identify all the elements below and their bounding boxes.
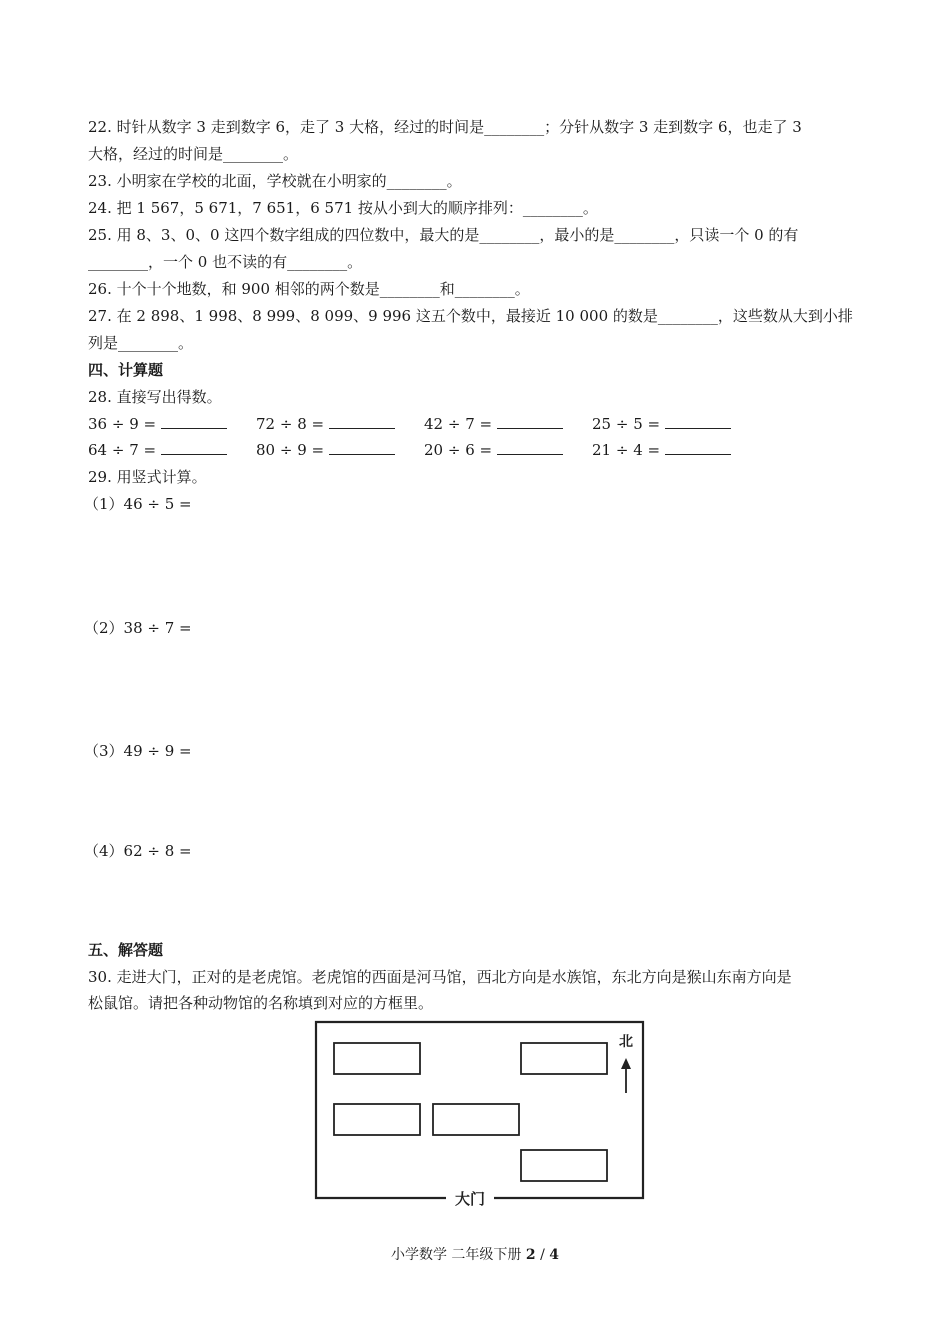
vertical-calc-3: （3）49 ÷ 9 = — [84, 742, 192, 760]
north-arrowhead-icon — [621, 1058, 631, 1069]
box-northeast — [521, 1043, 607, 1074]
section-4-heading: 四、计算题 — [88, 361, 164, 379]
calc-expression: 80 ÷ 9 = — [256, 441, 325, 459]
calc-expression: 42 ÷ 7 = — [424, 415, 493, 433]
question-30-line-2: 松鼠馆。请把各种动物馆的名称填到对应的方框里。 — [88, 994, 434, 1012]
question-28-title: 28. 直接写出得数。 — [88, 388, 222, 406]
calc-item — [592, 414, 731, 434]
answer-blank[interactable] — [329, 414, 395, 429]
question-22-line-1: 22. 时针从数字 3 走到数字 6，走了 3 大格，经过的时间是________；分针从数字 3 走到数字 6，也走了 3 — [88, 118, 802, 136]
vertical-calc-4: （4）62 ÷ 8 = — [84, 842, 192, 860]
calc-expression: 72 ÷ 8 = — [256, 415, 325, 433]
calc-item — [256, 440, 395, 460]
gate-label: 大门 — [454, 1190, 486, 1208]
question-27-line-2: 列是________。 — [88, 334, 194, 352]
answer-blank[interactable] — [665, 414, 731, 429]
vertical-calc-1: （1）46 ÷ 5 = — [84, 495, 192, 513]
calc-expression: 64 ÷ 7 = — [88, 441, 157, 459]
answer-blank[interactable] — [497, 414, 563, 429]
answer-blank[interactable] — [497, 440, 563, 455]
question-26: 26. 十个十个地数，和 900 相邻的两个数是________和________。 — [88, 280, 530, 298]
map-border — [316, 1022, 643, 1198]
answer-blank[interactable] — [329, 440, 395, 455]
calc-expression: 20 ÷ 6 = — [424, 441, 493, 459]
calc-item — [424, 414, 563, 434]
calc-item — [88, 414, 227, 434]
calc-item — [88, 440, 227, 460]
question-27-line-1: 27. 在 2 898、1 998、8 999、8 099、9 996 这五个数中，最接近 10 000 的数是________，这些数从大到小排 — [88, 307, 853, 325]
question-22-line-2: 大格，经过的时间是________。 — [88, 145, 299, 163]
box-center — [433, 1104, 519, 1135]
answer-blank[interactable] — [161, 414, 227, 429]
question-25-line-2: ________，一个 0 也不读的有________。 — [88, 253, 363, 271]
question-24: 24. 把 1 567，5 671，7 651，6 571 按从小到大的顺序排列：________。 — [88, 199, 598, 217]
box-west — [334, 1104, 420, 1135]
footer-page-total: 4 — [549, 1247, 560, 1263]
vertical-calc-2: （2）38 ÷ 7 = — [84, 619, 192, 637]
calc-expression: 25 ÷ 5 = — [592, 415, 661, 433]
question-30-line-1: 30. 走进大门，正对的是老虎馆。老虎馆的西面是河马馆，西北方向是水族馆，东北方向是猴山东南方向是 — [88, 968, 792, 986]
calc-expression: 21 ÷ 4 = — [592, 441, 661, 459]
calc-item — [256, 414, 395, 434]
question-29-title: 29. 用竖式计算。 — [88, 468, 207, 486]
answer-blank[interactable] — [665, 440, 731, 455]
calc-expression: 36 ÷ 9 = — [88, 415, 157, 433]
calc-item — [592, 440, 731, 460]
section-5-heading: 五、解答题 — [88, 941, 164, 959]
calc-item — [424, 440, 563, 460]
question-23: 23. 小明家在学校的北面，学校就在小明家的________。 — [88, 172, 462, 190]
answer-blank[interactable] — [161, 440, 227, 455]
footer-page-number: 2 — [525, 1247, 536, 1263]
question-25-line-1: 25. 用 8、3、0、0 这四个数字组成的四位数中，最大的是________，最小的是________，只读一个 0 的有 — [88, 226, 799, 244]
page-footer — [0, 1244, 950, 1264]
footer-subject: 小学数学 二年级下册 — [390, 1247, 522, 1263]
north-label: 北 — [619, 1034, 633, 1050]
footer-separator: / — [540, 1247, 545, 1263]
box-northwest — [334, 1043, 420, 1074]
box-southeast — [521, 1150, 607, 1181]
